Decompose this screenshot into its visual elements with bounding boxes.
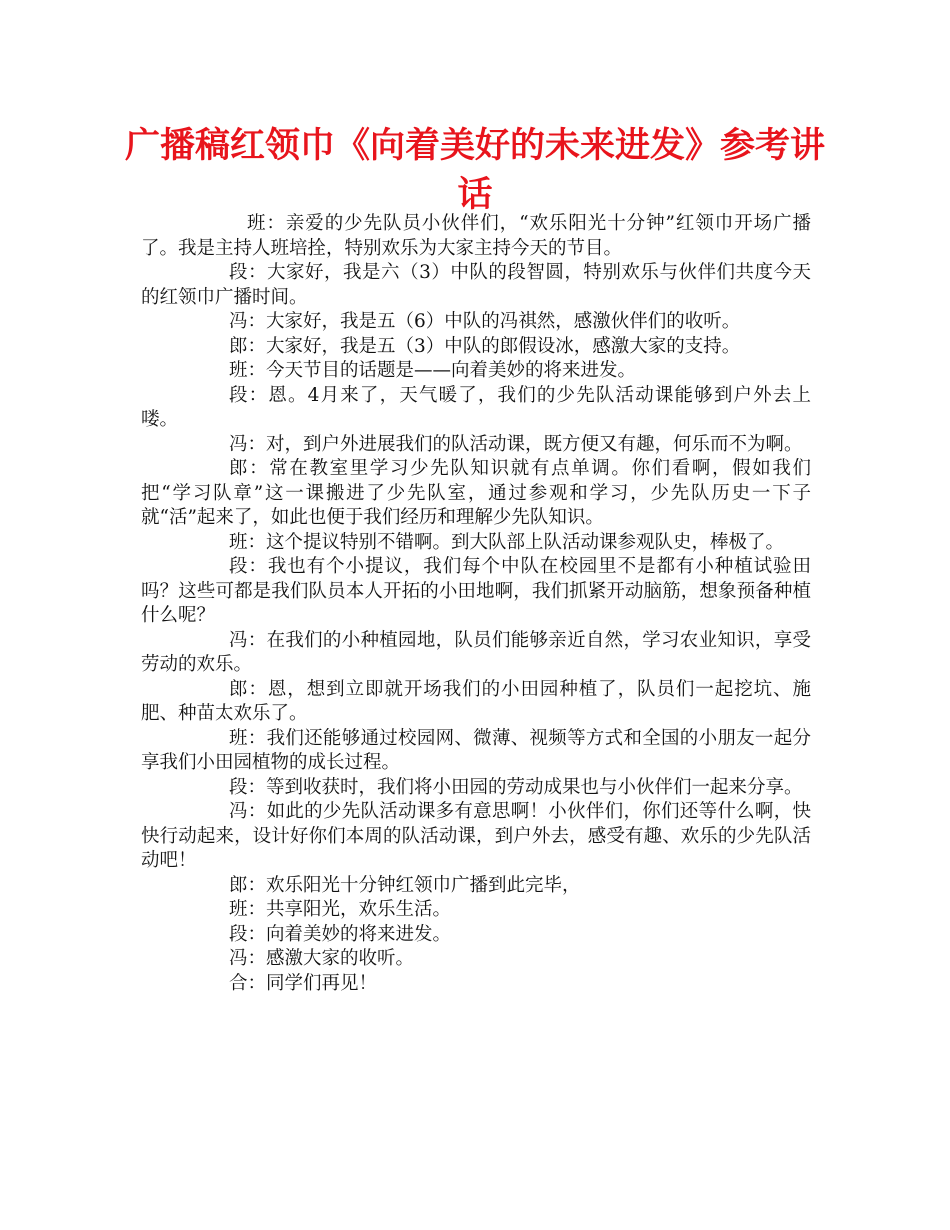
paragraph: 段：大家好，我是六（3）中队的段智圆，特别欢乐与伙伴们共度今天的红领巾广播时间。: [141, 262, 811, 308]
paragraph: 段：等到收获时，我们将小田园的劳动成果也与小伙伴们一起来分享。: [229, 776, 803, 798]
paragraph: 班：共享阳光，欢乐生活。: [229, 899, 452, 920]
paragraph: 班：今天节目的话题是——向着美妙的将来进发。: [229, 360, 637, 381]
paragraph: 郎：恩，想到立即就开场我们的小田园种植了，队员们一起挖坑、施肥、种苗太欢乐了。: [141, 678, 811, 724]
paragraph: 段：恩。4月来了，天气暖了，我们的少先队活动课能够到户外去上喽。: [141, 384, 811, 430]
paragraph: 郎：大家好，我是五（3）中队的郎假设冰，感激大家的支持。: [229, 335, 741, 357]
paragraph: 冯：如此的少先队活动课多有意思啊！小伙伴们，你们还等什么啊，快快行动起来，设计好你们本周的队活动课，到户外去，感受有趣、欢乐的少先队活动吧！: [141, 801, 811, 871]
paragraph: 冯：大家好，我是五（6）中队的冯祺然，感激伙伴们的收听。: [229, 311, 741, 332]
paragraph: 冯：感激大家的收听。: [229, 948, 415, 969]
paragraph: 班：亲爱的少先队员小伙伴们，“欢乐阳光十分钟”红领巾开场广播了。我是主持人班培拴，特别欢乐为大家主持今天的节目。: [141, 213, 811, 259]
paragraph: 冯：在我们的小种植园地，队员们能够亲近自然，学习农业知识，享受劳动的欢乐。: [141, 629, 811, 675]
paragraph: 段：向着美妙的将来进发。: [229, 923, 452, 945]
paragraph: 冯：对，到户外进展我们的队活动课，既方便又有趣，何乐而不为啊。: [229, 433, 803, 455]
document-body: [141, 212, 811, 996]
paragraph: 郎：常在教室里学习少先队知识就有点单调。你们看啊，假如我们把“学习队章”这一课搬进了少先队室，通过参观和学习，少先队历史一下子就“活”起来了，如此也便于我们经历和理解少先队知识。: [141, 458, 811, 528]
paragraph: 段：我也有个小提议，我们每个中队在校园里不是都有小种植试验田吗？这些可都是我们队员本人开拓的小田地啊，我们抓紧开动脑筋，想象预备种植什么呢？: [141, 556, 811, 626]
paragraph: 合：同学们再见！: [229, 972, 378, 994]
document-title: 广播稿红领巾《向着美好的未来进发》参考讲话: [124, 126, 825, 215]
paragraph: 郎：欢乐阳光十分钟红领巾广播到此完毕，: [229, 874, 581, 896]
paragraph: 班：这个提议特别不错啊。到大队部上队活动课参观队史，棒极了。: [229, 531, 785, 553]
paragraph: 班：我们还能够通过校园网、微薄、视频等方式和全国的小朋友一起分享我们小田园植物的成长过程。: [141, 727, 811, 773]
